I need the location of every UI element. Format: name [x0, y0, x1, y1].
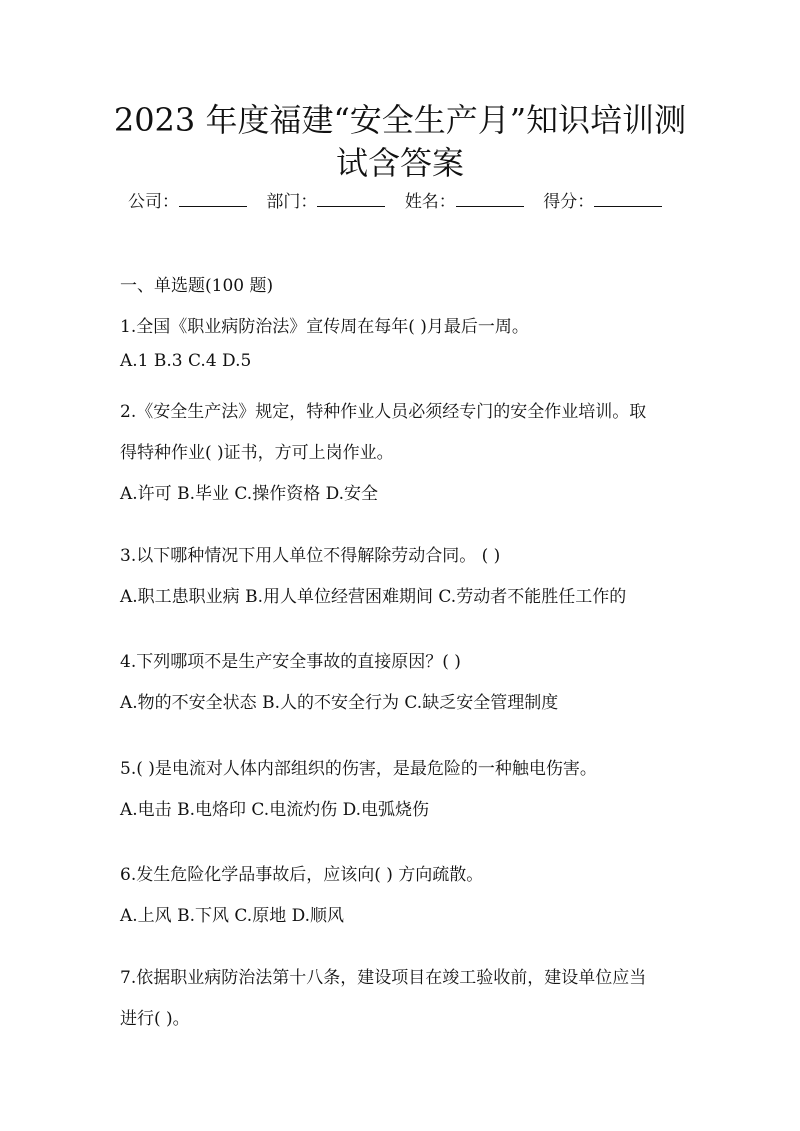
question-1	[120, 315, 700, 373]
name-label: 姓名：	[404, 192, 456, 212]
department-blank-line	[317, 191, 385, 207]
question-stem: 6.发生危险化学品事故后，应该向( ) 方向疏散。	[120, 865, 484, 885]
company-blank-line	[179, 191, 247, 207]
question-6	[120, 863, 700, 928]
question-7	[120, 966, 700, 1031]
question-options: A.物的不安全状态 B.人的不安全行为 C.缺乏安全管理制度	[120, 693, 559, 713]
question-options: A.职工患职业病 B.用人单位经营困难期间 C.劳动者不能胜任工作的	[120, 587, 627, 607]
name-blank-line	[456, 191, 524, 207]
question-stem: 2.《安全生产法》规定，特种作业人员必须经专门的安全作业培训。取	[120, 402, 647, 422]
question-stem: 1.全国《职业病防治法》宣传周在每年( )月最后一周。	[120, 317, 529, 337]
question-5	[120, 757, 700, 822]
info-fields-row	[128, 190, 688, 214]
score-blank-line	[594, 191, 662, 207]
question-stem-continued: 进行( )。	[120, 1009, 190, 1029]
question-stem-continued: 得特种作业( )证书，方可上岗作业。	[120, 443, 394, 463]
department-label: 部门：	[266, 192, 318, 212]
question-options: A.1 B.3 C.4 D.5	[120, 351, 252, 371]
question-2	[120, 400, 700, 506]
document-title-line-1: 2023 年度福建“安全生产月”知识培训测	[113, 101, 687, 139]
question-stem: 3.以下哪种情况下用人单位不得解除劳动合同。 ( )	[120, 546, 501, 566]
question-stem: 5.( )是电流对人体内部组织的伤害，是最危险的一种触电伤害。	[120, 759, 597, 779]
section-title: 一、单选题(100 题)	[120, 276, 274, 296]
question-options: A.电击 B.电烙印 C.电流灼伤 D.电弧烧伤	[120, 800, 430, 820]
question-stem: 7.依据职业病防治法第十八条，建设项目在竣工验收前，建设单位应当	[120, 968, 647, 988]
question-options: A.上风 B.下风 C.原地 D.顺风	[120, 906, 345, 926]
question-options: A.许可 B.毕业 C.操作资格 D.安全	[120, 484, 379, 504]
question-4	[120, 650, 700, 715]
question-3	[120, 544, 700, 609]
question-stem: 4.下列哪项不是生产安全事故的直接原因？( )	[120, 652, 461, 672]
company-label: 公司：	[128, 192, 179, 212]
score-label: 得分：	[543, 192, 595, 212]
document-title-line-2: 试含答案	[335, 144, 464, 182]
